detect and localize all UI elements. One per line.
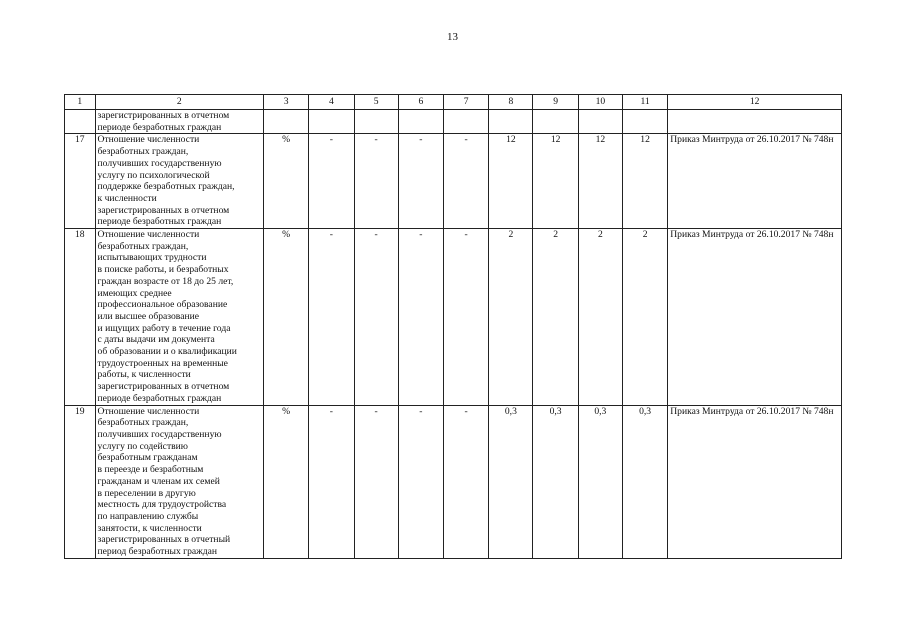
header-cell: 4 bbox=[309, 95, 354, 110]
table-row bbox=[65, 134, 842, 229]
header-cell: 11 bbox=[622, 95, 667, 110]
row-description bbox=[95, 405, 263, 558]
description-line: безработных граждан, bbox=[97, 240, 189, 252]
value-cell: 12 bbox=[533, 134, 578, 229]
value-cell: - bbox=[309, 405, 354, 558]
header-cell: 6 bbox=[398, 95, 443, 110]
header-cell: 12 bbox=[668, 95, 842, 110]
value-cell: - bbox=[444, 229, 489, 406]
description-line: и ищущих работу в течение года bbox=[97, 322, 231, 334]
header-cell: 3 bbox=[263, 95, 308, 110]
header-cell: 9 bbox=[533, 95, 578, 110]
description-line: гражданам и членам их семей bbox=[97, 475, 220, 487]
header-cell: 1 bbox=[65, 95, 96, 110]
value-cell: 0,3 bbox=[622, 405, 667, 558]
value-cell: 0,3 bbox=[578, 405, 622, 558]
value-cell: - bbox=[309, 134, 354, 229]
value-cell: - bbox=[309, 229, 354, 406]
description-line: трудоустроенных на временные bbox=[97, 357, 228, 369]
value-cell: 2 bbox=[533, 229, 578, 406]
description-line: занятости, к численности bbox=[97, 522, 202, 534]
description-line: местность для трудоустройства bbox=[97, 499, 227, 511]
value-cell: 0,3 bbox=[533, 405, 578, 558]
value-cell: - bbox=[444, 134, 489, 229]
header-cell: 5 bbox=[354, 95, 398, 110]
unit-cell: % bbox=[263, 405, 308, 558]
value-cell: 0,3 bbox=[489, 405, 533, 558]
continuation-description bbox=[95, 110, 263, 134]
description-line: Отношение численности bbox=[97, 405, 200, 417]
description-line: периоде безработных граждан bbox=[97, 121, 222, 133]
row-number: 17 bbox=[65, 134, 96, 229]
description-line: безработных граждан, bbox=[97, 417, 189, 429]
description-line: услугу по психологической bbox=[97, 169, 210, 181]
description-line: работы, к численности bbox=[97, 369, 191, 381]
description-line: услугу по содействию bbox=[97, 440, 188, 452]
row-description bbox=[95, 134, 263, 229]
value-cell: - bbox=[354, 134, 398, 229]
description-line: в поиске работы, и безработных bbox=[97, 264, 229, 276]
basis-cell: Приказ Минтруда от 26.10.2017 № 748н bbox=[668, 405, 842, 558]
description-line: граждан возрасте от 18 до 25 лет, bbox=[97, 275, 234, 287]
description-line: поддержке безработных граждан, bbox=[97, 181, 235, 193]
description-line: получивших государственную bbox=[97, 428, 222, 440]
description-line: к численности bbox=[97, 192, 157, 204]
value-cell: 2 bbox=[622, 229, 667, 406]
description-line: или высшее образование bbox=[97, 310, 199, 322]
description-line: испытывающих трудности bbox=[97, 252, 207, 264]
value-cell: 12 bbox=[489, 134, 533, 229]
value-cell: - bbox=[354, 405, 398, 558]
description-line: периоде безработных граждан bbox=[97, 392, 222, 404]
continuation-row bbox=[65, 110, 842, 134]
description-line: получивших государственную bbox=[97, 157, 222, 169]
table-row bbox=[65, 405, 842, 558]
basis-cell: Приказ Минтруда от 26.10.2017 № 748н bbox=[668, 134, 842, 229]
description-line: об образовании и о квалификации bbox=[97, 346, 237, 358]
description-line: с даты выдачи им документа bbox=[97, 334, 215, 346]
description-line: Отношение численности bbox=[97, 134, 200, 146]
description-line: Отношение численности bbox=[97, 229, 200, 241]
description-line: периоде безработных граждан bbox=[97, 216, 222, 228]
row-number: 18 bbox=[65, 229, 96, 406]
value-cell: - bbox=[398, 405, 443, 558]
row-number: 19 bbox=[65, 405, 96, 558]
header-cell: 7 bbox=[444, 95, 489, 110]
description-line: безработным гражданам bbox=[97, 452, 198, 464]
description-line: зарегистрированных в отчетный bbox=[97, 534, 231, 546]
unit-cell: % bbox=[263, 229, 308, 406]
unit-cell: % bbox=[263, 134, 308, 229]
value-cell: 2 bbox=[489, 229, 533, 406]
indicators-table bbox=[64, 94, 842, 559]
value-cell: - bbox=[398, 229, 443, 406]
value-cell: - bbox=[444, 405, 489, 558]
header-cell: 2 bbox=[95, 95, 263, 110]
description-line: период безработных граждан bbox=[97, 546, 218, 558]
description-line: в переселении в другую bbox=[97, 487, 196, 499]
table-row bbox=[65, 229, 842, 406]
header-cell: 10 bbox=[578, 95, 622, 110]
description-line: зарегистрированных в отчетном bbox=[97, 381, 230, 393]
value-cell: - bbox=[354, 229, 398, 406]
value-cell: - bbox=[398, 134, 443, 229]
description-line: по направлению службы bbox=[97, 510, 199, 522]
description-line: имеющих среднее bbox=[97, 287, 172, 299]
description-line: безработных граждан, bbox=[97, 146, 189, 158]
description-line: зарегистрированных в отчетном bbox=[97, 110, 230, 121]
value-cell: 2 bbox=[578, 229, 622, 406]
page-number: 13 bbox=[447, 31, 458, 43]
value-cell: 12 bbox=[578, 134, 622, 229]
description-line: в переезде и безработным bbox=[97, 464, 204, 476]
header-cell: 8 bbox=[489, 95, 533, 110]
header-row bbox=[65, 95, 842, 110]
row-description bbox=[95, 229, 263, 406]
description-line: зарегистрированных в отчетном bbox=[97, 204, 230, 216]
basis-cell: Приказ Минтруда от 26.10.2017 № 748н bbox=[668, 229, 842, 406]
value-cell: 12 bbox=[622, 134, 667, 229]
description-line: профессиональное образование bbox=[97, 299, 228, 311]
